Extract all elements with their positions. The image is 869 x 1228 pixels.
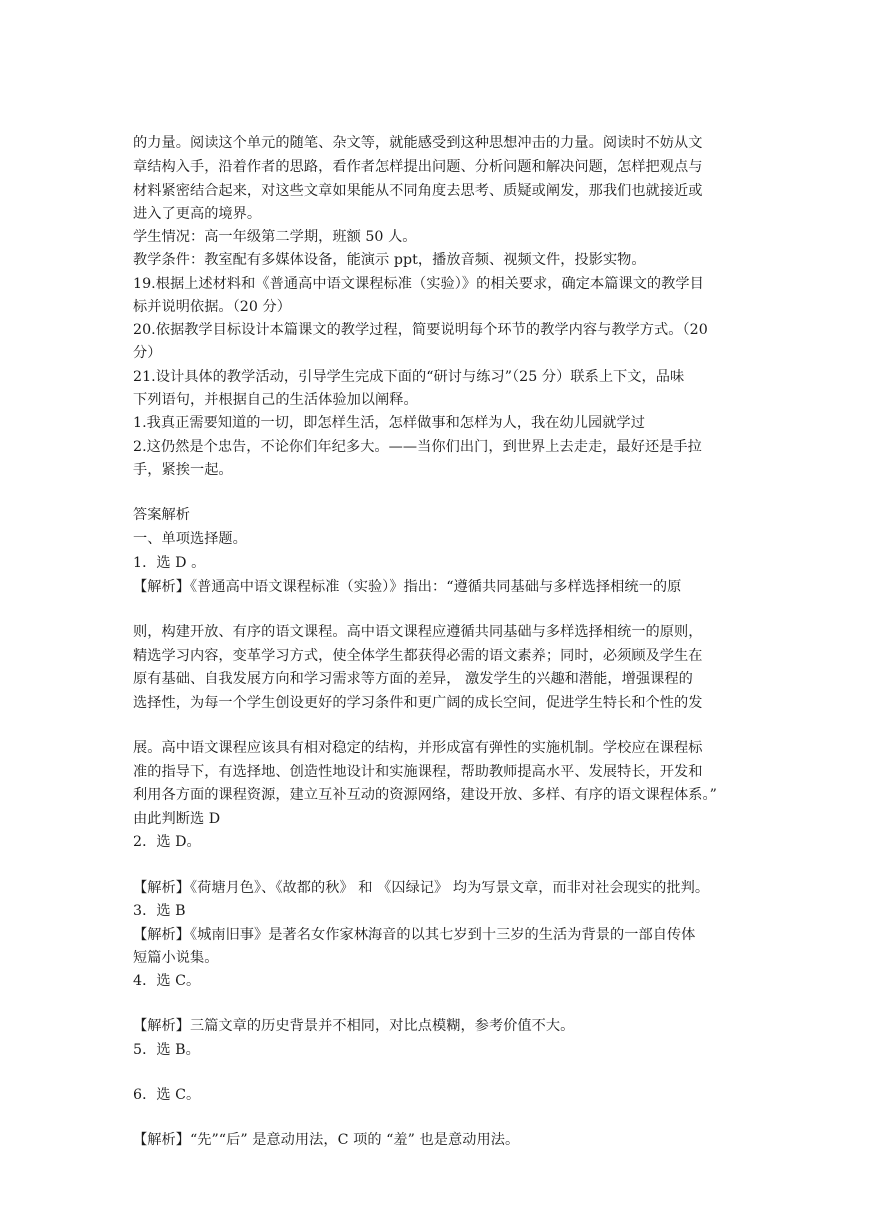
question-21: 21.设计具体的教学活动，引导学生完成下面的“研讨与练习”（25 分）联系上下文，品味 [133, 369, 685, 385]
text-line: 展。高中语文课程应该具有相对稳定的结构，并形成富有弹性的实施机制。学校应在课程标 [133, 740, 703, 756]
text-line: 准的指导下，有选择地、创造性地设计和实施课程，帮助教师提高水平、发展特长，开发和 [133, 764, 703, 780]
text-line: 利用各方面的课程资源，建立互补互动的资源网络，建设开放、多样、有序的语文课程体系。” [133, 787, 717, 803]
text-line: 2.这仍然是个忠告，不论你们年纪多大。——当你们出门，到世界上去走走，最好还是手拉 [133, 439, 702, 455]
text-line: 由此判断选 D [133, 811, 221, 827]
text-line: 学生情况：高一年级第二学期，班额 50 人。 [133, 229, 417, 245]
text-line: 的力量。阅读这个单元的随笔、杂文等，就能感受到这种思想冲击的力量。阅读时不妨从文 [133, 135, 703, 151]
answer-4: 4．选 C。 [133, 973, 201, 989]
answer-1: 1．选 D 。 [133, 555, 206, 571]
text-line: 进入了更高的境界。 [133, 206, 262, 222]
text-line: 原有基础、自我发展方向和学习需求等方面的差异， 激发学生的兴趣和潜能，增强课程的 [133, 671, 693, 687]
text-line: 章结构入手，沿着作者的思路，看作者怎样提出问题、分析问题和解决问题，怎样把观点与 [133, 159, 703, 175]
text-line: 材料紧密结合起来，对这些文章如果能从不同角度去思考、质疑或阐发，那我们也就接近或 [133, 183, 703, 199]
text-line: 选择性，为每一个学生创设更好的学习条件和更广阔的成长空间，促进学生特长和个性的发 [133, 695, 703, 711]
text-line: 手，紧挨一起。 [133, 462, 233, 478]
text-line: 短篇小说集。 [133, 950, 219, 966]
text-line: 精选学习内容，变革学习方式，使全体学生都获得必需的语文素养；同时，必须顾及学生在 [133, 648, 703, 664]
analysis-2: 【解析】《荷塘月色》、《故都的秋》 和 《囚绿记》 均为写景文章，而非对社会现实的批判。 [133, 880, 710, 896]
text-line: 1.我真正需要知道的一切，即怎样生活，怎样做事和怎样为人，我在幼儿园就学过 [133, 415, 645, 431]
answer-6: 6．选 C。 [133, 1087, 201, 1103]
text-line: 则，构建开放、有序的语文课程。高中语文课程应遵循共同基础与多样选择相统一的原则， [133, 624, 703, 640]
answer-5: 5．选 B。 [133, 1042, 200, 1058]
analysis-6: 【解析】“先”“后” 是意动用法，C 项的 “羞” 也是意动用法。 [133, 1132, 520, 1148]
question-19: 19.根据上述材料和《普通高中语文课程标准（实验）》的相关要求，确定本篇课文的教学目 [133, 276, 704, 292]
answer-2: 2．选 D。 [133, 834, 201, 850]
text-line: 教学条件：教室配有多媒体设备，能演示 ppt，播放音频、视频文件，投影实物。 [133, 252, 646, 268]
text-line: 下列语句，并根据自己的生活体验加以阐释。 [133, 392, 418, 408]
text-line: 分） [133, 345, 162, 361]
subsection-heading: 一、单项选择题。 [133, 531, 247, 547]
analysis-4: 【解析】三篇文章的历史背景并不相同，对比点模糊，参考价值不大。 [133, 1018, 575, 1034]
answer-3: 3．选 B [133, 903, 186, 919]
analysis-3: 【解析】《城南旧事》是著名女作家林海音的以其七岁到十三岁的生活为背景的一部自传体 [133, 927, 696, 943]
analysis-1: 【解析】《普通高中语文课程标准（实验）》指出：“遵循共同基础与多样选择相统一的原 [133, 579, 682, 595]
question-20: 20.依据教学目标设计本篇课文的教学过程，简要说明每个环节的教学内容与教学方式。（20 [133, 322, 708, 338]
section-heading: 答案解析 [133, 507, 190, 523]
text-line: 标并说明依据。（20 分） [133, 299, 291, 315]
